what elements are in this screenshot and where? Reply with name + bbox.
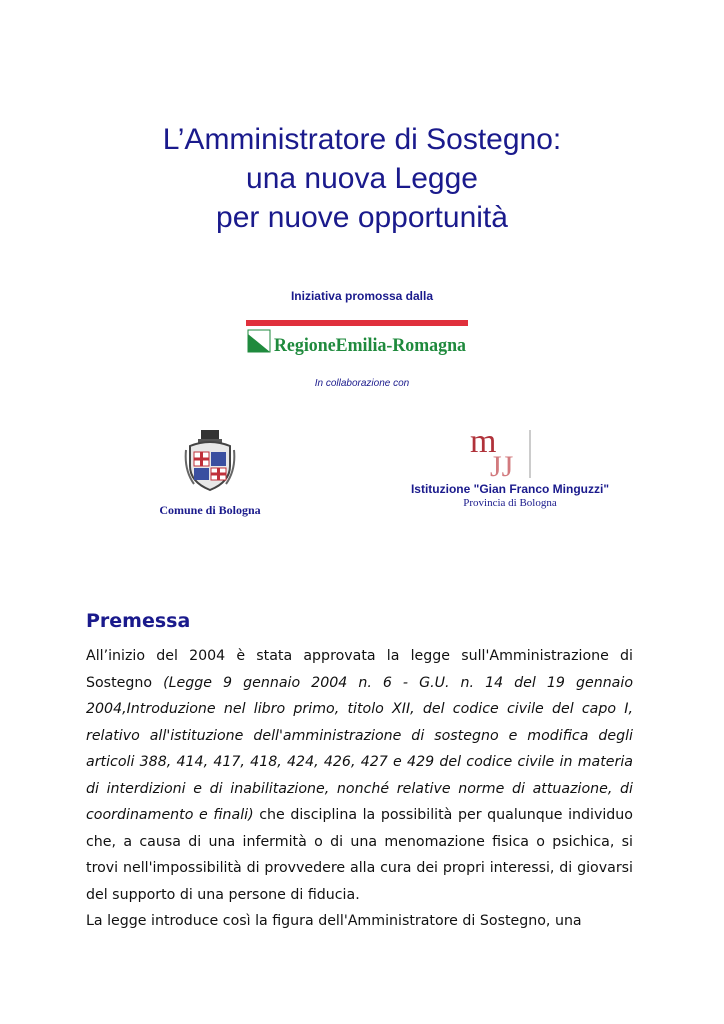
paragraph-2: La legge introduce così la figura dell'Amministratore di Sostegno, una [86, 913, 582, 929]
paragraph-1-intro: All’inizio del 2004 è stata approvata la legge sull'Amministrazione di Sostegno [86, 648, 633, 691]
provincia-bologna-label: Provincia di Bologna [463, 497, 557, 509]
title-line-3: per nuove opportunità [216, 201, 508, 234]
regione-emilia-romagna-logo [246, 320, 468, 358]
title-line-1: L’Amministratore di Sostegno: [162, 123, 562, 156]
svg-text:JJ: JJ [490, 450, 514, 480]
minguzzi-logo-icon [468, 426, 538, 480]
rer-logo-text: RegioneEmilia-Romagna [274, 335, 467, 356]
paragraph-1-rest: che disciplina la possibilità per qualunque individuo che, a causa di una infermità o di una menomazione fisica o psichica, si trovi nell'impossibilità di provvedere alla cura dei propri interessi, di giovarsi del supporto di una persone di fiducia. [86, 807, 633, 903]
comune-bologna-label: Comune di Bologna [159, 503, 261, 517]
title-line-2: una nuova Legge [246, 162, 478, 195]
section-heading: Premessa [86, 610, 191, 632]
collaboration-label: In collaborazione con [314, 378, 410, 389]
document-title [0, 120, 724, 237]
paragraph-1 [86, 643, 633, 908]
promoted-by-label: Iniziativa promossa dalla [290, 289, 434, 303]
comune-bologna-crest-icon [184, 430, 236, 492]
section-body [86, 643, 633, 935]
svg-text:m: m [470, 426, 497, 460]
paragraph-1-citation: (Legge 9 gennaio 2004 n. 6 - G.U. n. 14 del 19 gennaio 2004,Introduzione nel libro primo, titolo XII, del codice civile del capo I, relativo all'istituzione dell'amministrazione di sostegno e modifica degli articoli 388, 414, 417, 418, 424, 426, 427 e 429 del codice civile in materia di interdizioni e di inabilitazione, nonché relative norme di attuazione, di coordinamento e finali) [86, 674, 633, 823]
istituzione-minguzzi-label: Istituzione "Gian Franco Minguzzi" [410, 482, 610, 496]
